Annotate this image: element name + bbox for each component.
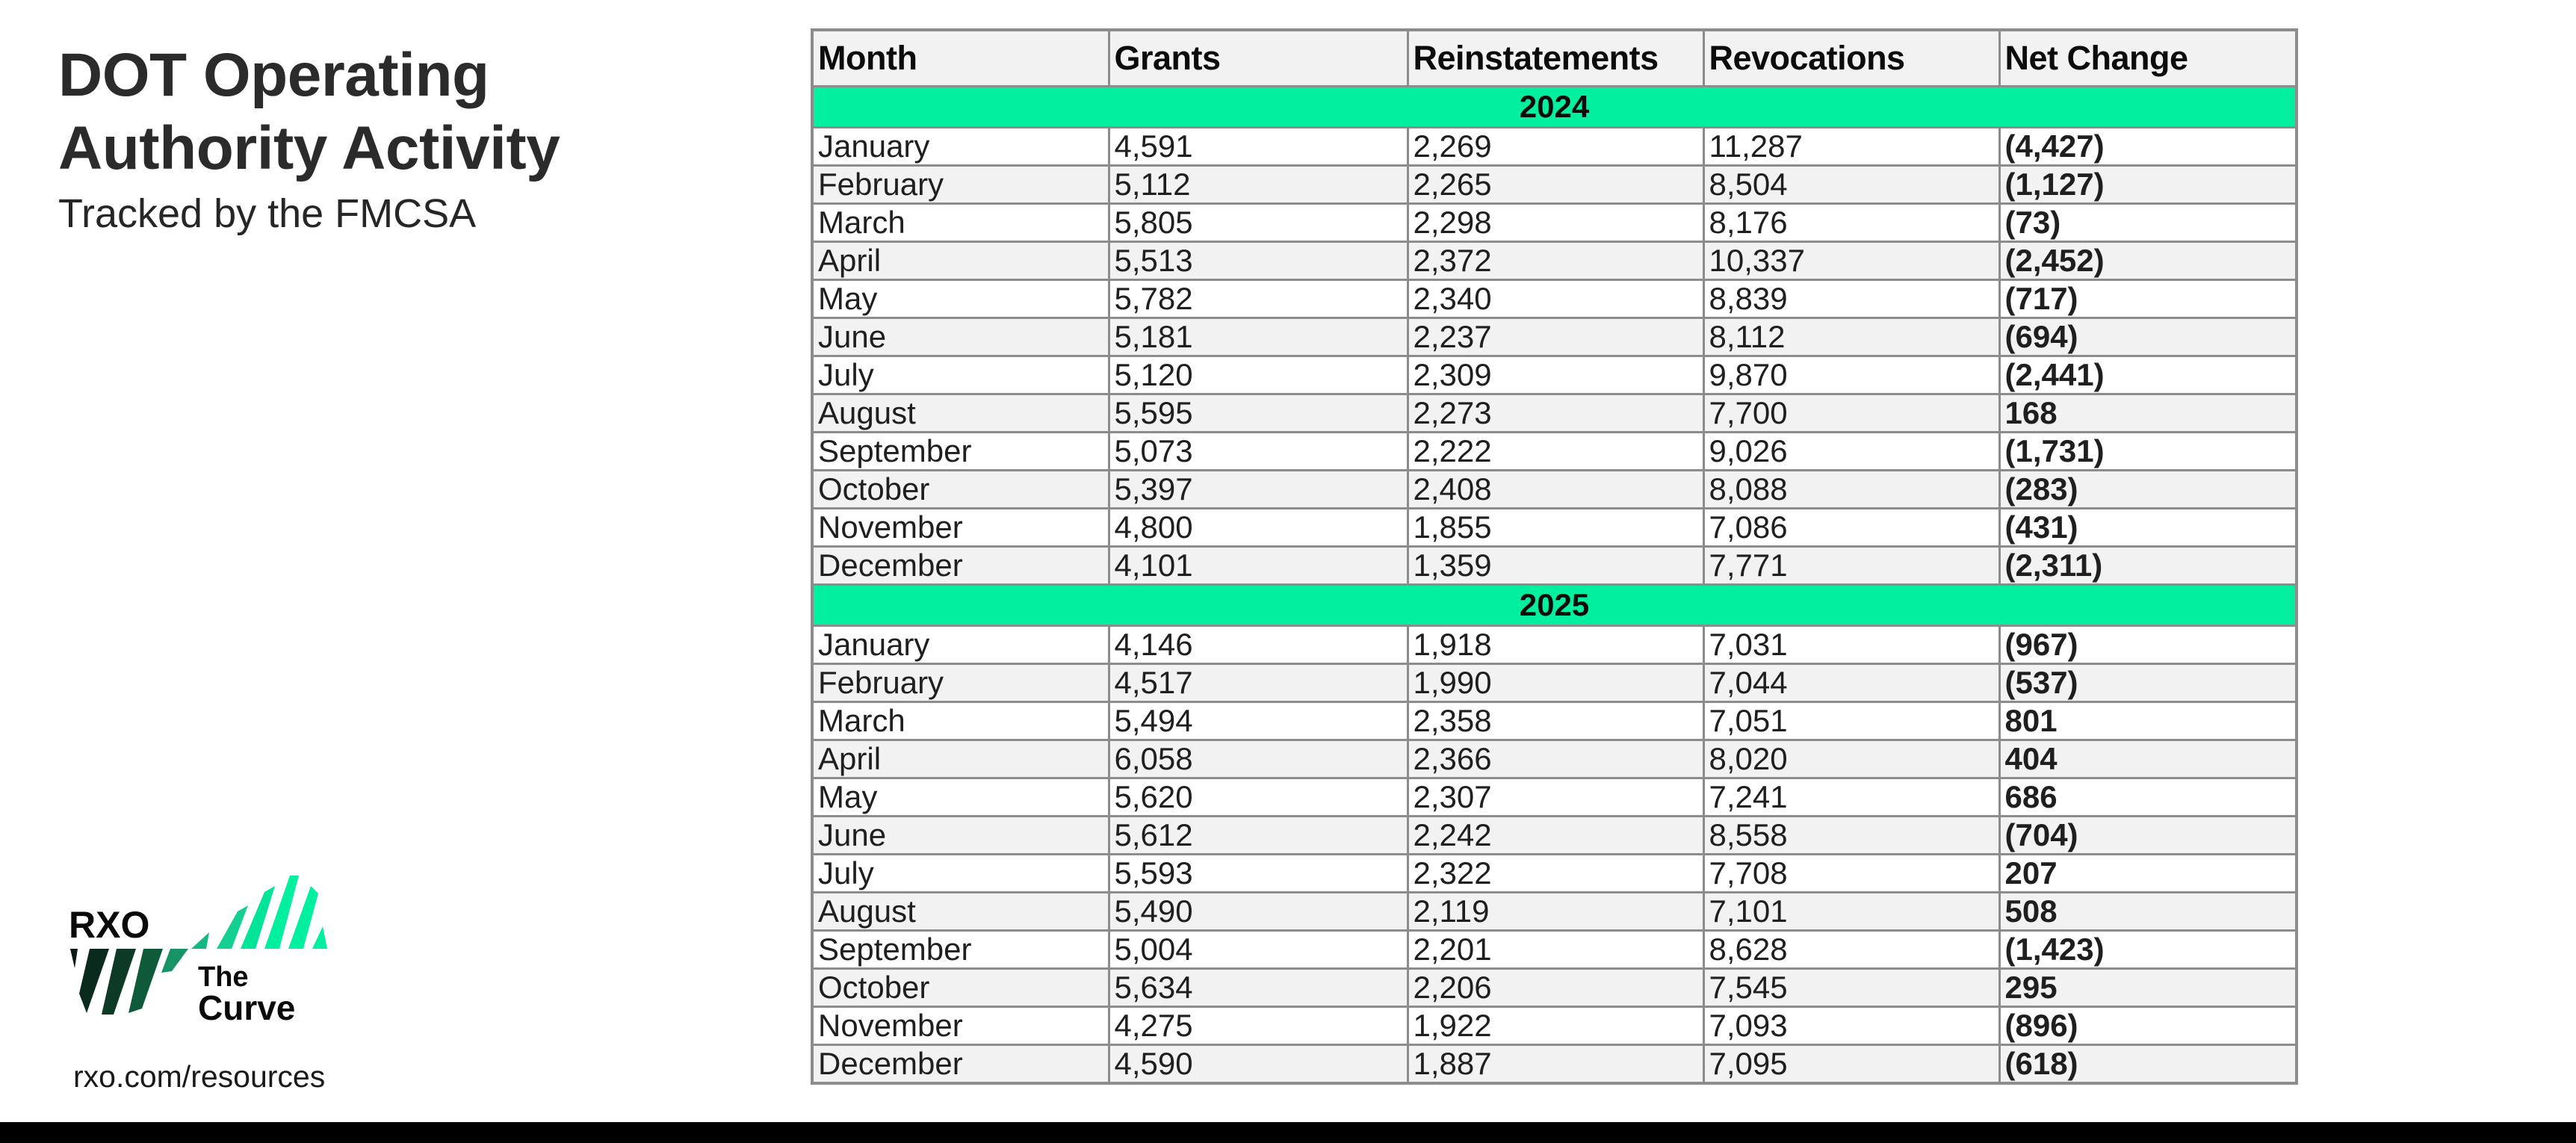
net-change-cell: 686 xyxy=(1999,778,2297,817)
grants-cell: 6,058 xyxy=(1109,740,1408,778)
reinstatements-cell: 2,206 xyxy=(1408,969,1703,1007)
net-change-cell: (1,731) xyxy=(1999,433,2297,471)
table-row xyxy=(812,509,2297,547)
table-row xyxy=(812,931,2297,969)
grants-cell: 5,181 xyxy=(1109,318,1408,356)
grants-cell: 5,620 xyxy=(1109,778,1408,817)
grants-cell: 5,004 xyxy=(1109,931,1408,969)
net-change-cell: (694) xyxy=(1999,318,2297,356)
revocations-cell: 9,870 xyxy=(1703,356,1999,394)
title-line-1: DOT Operating xyxy=(58,41,489,109)
grants-cell: 4,146 xyxy=(1109,626,1408,664)
reinstatements-cell: 2,242 xyxy=(1408,817,1703,855)
month-cell: January xyxy=(812,626,1109,664)
net-change-cell: (2,441) xyxy=(1999,356,2297,394)
month-cell: March xyxy=(812,204,1109,242)
revocations-cell: 8,112 xyxy=(1703,318,1999,356)
revocations-cell: 8,020 xyxy=(1703,740,1999,778)
table-row xyxy=(812,204,2297,242)
net-change-cell: 295 xyxy=(1999,969,2297,1007)
table-row xyxy=(812,280,2297,318)
reinstatements-cell: 1,887 xyxy=(1408,1045,1703,1084)
grants-cell: 5,593 xyxy=(1109,855,1408,893)
grants-cell: 5,397 xyxy=(1109,471,1408,509)
month-cell: July xyxy=(812,356,1109,394)
product-name-line-1: The xyxy=(198,961,249,993)
revocations-cell: 7,241 xyxy=(1703,778,1999,817)
grants-cell: 4,800 xyxy=(1109,509,1408,547)
table-row xyxy=(812,318,2297,356)
rxo-the-curve-logo xyxy=(60,867,344,1031)
reinstatements-cell: 1,359 xyxy=(1408,547,1703,585)
revocations-cell: 8,628 xyxy=(1703,931,1999,969)
table-row xyxy=(812,1007,2297,1045)
revocations-cell: 7,545 xyxy=(1703,969,1999,1007)
year-section-header xyxy=(812,585,2297,626)
page-subtitle: Tracked by the FMCSA xyxy=(58,191,477,236)
year-label: 2025 xyxy=(812,585,2297,626)
product-name-line-2: Curve xyxy=(198,988,296,1027)
table-row xyxy=(812,471,2297,509)
grants-cell: 5,513 xyxy=(1109,242,1408,280)
reinstatements-cell: 2,309 xyxy=(1408,356,1703,394)
grants-cell: 5,595 xyxy=(1109,394,1408,433)
grants-cell: 4,517 xyxy=(1109,664,1408,702)
table-row xyxy=(812,356,2297,394)
revocations-cell: 11,287 xyxy=(1703,128,1999,166)
month-cell: April xyxy=(812,740,1109,778)
table-row xyxy=(812,855,2297,893)
reinstatements-cell: 2,408 xyxy=(1408,471,1703,509)
reinstatements-cell: 2,265 xyxy=(1408,166,1703,204)
net-change-cell: 168 xyxy=(1999,394,2297,433)
net-change-cell: (967) xyxy=(1999,626,2297,664)
title-line-2: Authority Activity xyxy=(58,114,560,182)
month-cell: June xyxy=(812,318,1109,356)
reinstatements-cell: 2,307 xyxy=(1408,778,1703,817)
resources-link[interactable]: rxo.com/resources xyxy=(73,1059,326,1094)
table-row xyxy=(812,893,2297,931)
reinstatements-cell: 1,855 xyxy=(1408,509,1703,547)
revocations-cell: 7,093 xyxy=(1703,1007,1999,1045)
brand-wordmark: RXO xyxy=(69,904,150,946)
column-header-revocations: Revocations xyxy=(1703,30,1999,87)
reinstatements-cell: 2,372 xyxy=(1408,242,1703,280)
reinstatements-cell: 1,990 xyxy=(1408,664,1703,702)
table-row xyxy=(812,1045,2297,1084)
month-cell: January xyxy=(812,128,1109,166)
grants-cell: 5,612 xyxy=(1109,817,1408,855)
revocations-cell: 7,708 xyxy=(1703,855,1999,893)
revocations-cell: 7,700 xyxy=(1703,394,1999,433)
month-cell: July xyxy=(812,855,1109,893)
month-cell: September xyxy=(812,931,1109,969)
net-change-cell: (896) xyxy=(1999,1007,2297,1045)
net-change-cell: (2,452) xyxy=(1999,242,2297,280)
reinstatements-cell: 1,922 xyxy=(1408,1007,1703,1045)
net-change-cell: 508 xyxy=(1999,893,2297,931)
table-row xyxy=(812,664,2297,702)
reinstatements-cell: 2,269 xyxy=(1408,128,1703,166)
grants-cell: 4,275 xyxy=(1109,1007,1408,1045)
table-row xyxy=(812,242,2297,280)
net-change-cell: (717) xyxy=(1999,280,2297,318)
revocations-cell: 7,086 xyxy=(1703,509,1999,547)
net-change-cell: 404 xyxy=(1999,740,2297,778)
grants-cell: 4,591 xyxy=(1109,128,1408,166)
net-change-cell: (618) xyxy=(1999,1045,2297,1084)
reinstatements-cell: 2,298 xyxy=(1408,204,1703,242)
month-cell: December xyxy=(812,1045,1109,1084)
column-header-net-change: Net Change xyxy=(1999,30,2297,87)
reinstatements-cell: 2,273 xyxy=(1408,394,1703,433)
net-change-cell: (431) xyxy=(1999,509,2297,547)
table-row xyxy=(812,128,2297,166)
net-change-cell: (73) xyxy=(1999,204,2297,242)
month-cell: September xyxy=(812,433,1109,471)
table-header-row xyxy=(812,30,2297,87)
bottom-bar xyxy=(0,1122,2576,1143)
revocations-cell: 8,088 xyxy=(1703,471,1999,509)
month-cell: October xyxy=(812,471,1109,509)
revocations-cell: 7,101 xyxy=(1703,893,1999,931)
revocations-cell: 8,558 xyxy=(1703,817,1999,855)
grants-cell: 5,073 xyxy=(1109,433,1408,471)
revocations-cell: 7,031 xyxy=(1703,626,1999,664)
column-header-reinstatements: Reinstatements xyxy=(1408,30,1703,87)
revocations-cell: 8,504 xyxy=(1703,166,1999,204)
column-header-grants: Grants xyxy=(1109,30,1408,87)
net-change-cell: (537) xyxy=(1999,664,2297,702)
reinstatements-cell: 2,358 xyxy=(1408,702,1703,740)
table-row xyxy=(812,433,2297,471)
reinstatements-cell: 2,222 xyxy=(1408,433,1703,471)
month-cell: November xyxy=(812,1007,1109,1045)
month-cell: May xyxy=(812,280,1109,318)
net-change-cell: (704) xyxy=(1999,817,2297,855)
revocations-cell: 7,771 xyxy=(1703,547,1999,585)
grants-cell: 4,590 xyxy=(1109,1045,1408,1084)
authority-activity-table xyxy=(811,28,2298,1085)
revocations-cell: 8,176 xyxy=(1703,204,1999,242)
month-cell: October xyxy=(812,969,1109,1007)
grants-cell: 5,634 xyxy=(1109,969,1408,1007)
page-title xyxy=(58,39,560,185)
revocations-cell: 8,839 xyxy=(1703,280,1999,318)
column-header-month: Month xyxy=(812,30,1109,87)
month-cell: December xyxy=(812,547,1109,585)
grants-cell: 4,101 xyxy=(1109,547,1408,585)
reinstatements-cell: 2,322 xyxy=(1408,855,1703,893)
table-row xyxy=(812,740,2297,778)
revocations-cell: 7,095 xyxy=(1703,1045,1999,1084)
reinstatements-cell: 1,918 xyxy=(1408,626,1703,664)
reinstatements-cell: 2,201 xyxy=(1408,931,1703,969)
month-cell: November xyxy=(812,509,1109,547)
table-row xyxy=(812,817,2297,855)
revocations-cell: 10,337 xyxy=(1703,242,1999,280)
month-cell: March xyxy=(812,702,1109,740)
net-change-cell: (1,127) xyxy=(1999,166,2297,204)
revocations-cell: 7,044 xyxy=(1703,664,1999,702)
reinstatements-cell: 2,237 xyxy=(1408,318,1703,356)
striped-curve-logo-icon xyxy=(60,867,344,1031)
month-cell: August xyxy=(812,893,1109,931)
table-row xyxy=(812,166,2297,204)
reinstatements-cell: 2,340 xyxy=(1408,280,1703,318)
year-label: 2024 xyxy=(812,87,2297,128)
month-cell: February xyxy=(812,166,1109,204)
table-row xyxy=(812,702,2297,740)
month-cell: April xyxy=(812,242,1109,280)
revocations-cell: 7,051 xyxy=(1703,702,1999,740)
net-change-cell: (1,423) xyxy=(1999,931,2297,969)
revocations-cell: 9,026 xyxy=(1703,433,1999,471)
table-row xyxy=(812,778,2297,817)
table-row xyxy=(812,969,2297,1007)
net-change-cell: (283) xyxy=(1999,471,2297,509)
net-change-cell: (2,311) xyxy=(1999,547,2297,585)
month-cell: February xyxy=(812,664,1109,702)
table-row xyxy=(812,547,2297,585)
grants-cell: 5,805 xyxy=(1109,204,1408,242)
year-section-header xyxy=(812,87,2297,128)
grants-cell: 5,120 xyxy=(1109,356,1408,394)
net-change-cell: 207 xyxy=(1999,855,2297,893)
month-cell: August xyxy=(812,394,1109,433)
grants-cell: 5,112 xyxy=(1109,166,1408,204)
net-change-cell: (4,427) xyxy=(1999,128,2297,166)
table-row xyxy=(812,626,2297,664)
table-row xyxy=(812,394,2297,433)
month-cell: May xyxy=(812,778,1109,817)
net-change-cell: 801 xyxy=(1999,702,2297,740)
reinstatements-cell: 2,119 xyxy=(1408,893,1703,931)
grants-cell: 5,782 xyxy=(1109,280,1408,318)
grants-cell: 5,490 xyxy=(1109,893,1408,931)
reinstatements-cell: 2,366 xyxy=(1408,740,1703,778)
month-cell: June xyxy=(812,817,1109,855)
grants-cell: 5,494 xyxy=(1109,702,1408,740)
